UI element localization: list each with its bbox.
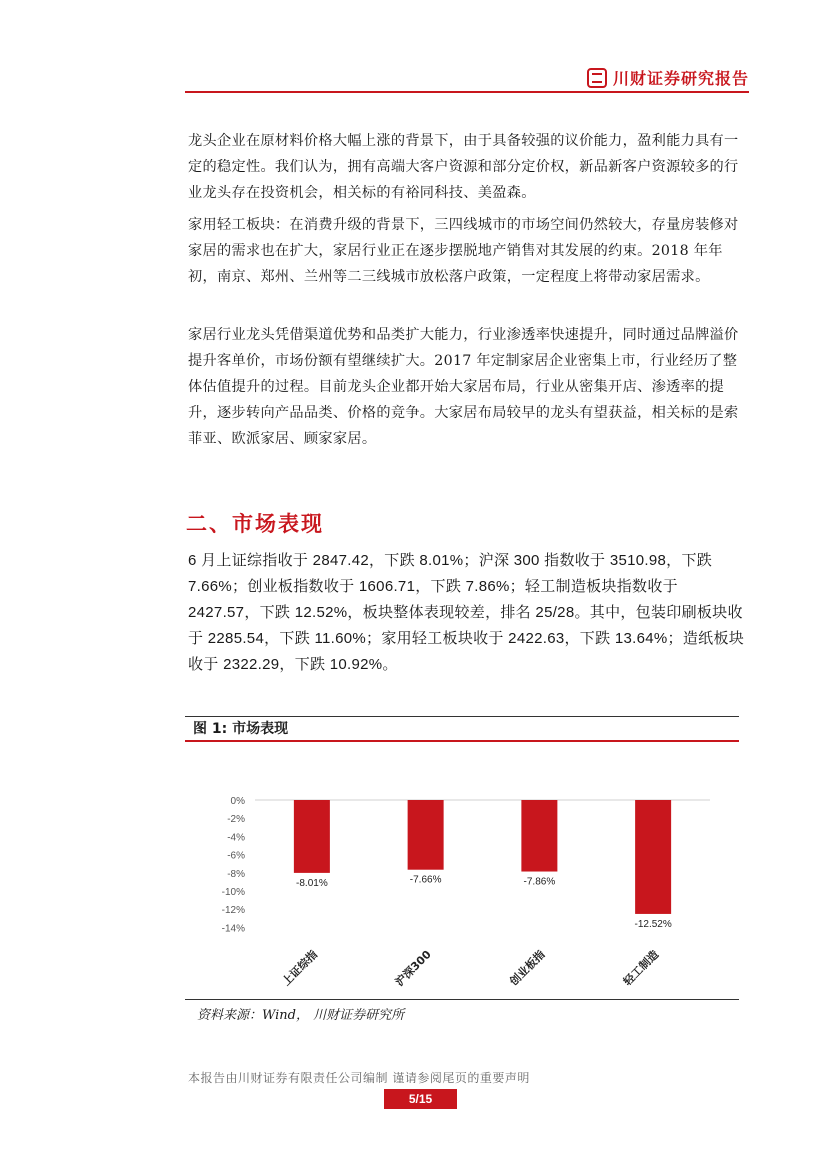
- y-tick-label: -14%: [221, 923, 245, 935]
- brand-name: 川财证券研究报告: [612, 69, 749, 88]
- company-logo-icon: [587, 68, 607, 88]
- figure-bottom-rule: [185, 999, 739, 1000]
- figure-source: 资料来源：Wind， 川财证券研究所: [197, 1008, 405, 1023]
- bar-2: [521, 800, 557, 872]
- footer-disclaimer: 本报告由川财证券有限责任公司编制 谨请参阅尾页的重要声明: [188, 1071, 530, 1085]
- figure-title-rule: [185, 740, 739, 742]
- data-label: -12.52%: [634, 918, 672, 930]
- paragraph-home-furnishing: 家居行业龙头凭借渠道优势和品类扩大能力，行业渗透率快速提升，同时通过品牌溢价提升客单价，市场份额有望继续扩大。2017 年定制家居企业密集上市，行业经历了整体估值提升的过程。目前龙头企业都开始大家居布局，行业从密集开店、渗透率的提升，逐步转向产品品类、价格的竞争。大家居布局较早的龙头有望获益，相关标的是索菲亚、欧派家居、顾家家居。: [188, 327, 739, 447]
- header-brand: [587, 66, 749, 89]
- paragraph-market-performance: 6 月上证综指收于 2847.42，下跌 8.01%；沪深 300 指数收于 3510.98，下跌 7.66%；创业板指数收于 1606.71，下跌 7.86%；轻工制造板块指数收于 2427.57，下跌 12.52%，板块整体表现较差，排名 25/28。其中，包装印刷板块收于 2285.54，下跌 11.60%；家用轻工板块收于 2422.63，下跌 13.64%；造纸板块收于 2322.29，下跌 10.92%。: [188, 552, 745, 673]
- category-label: 沪深300: [392, 947, 434, 989]
- data-label: -8.01%: [296, 877, 328, 889]
- y-tick-label: -12%: [221, 905, 245, 917]
- bar-3: [635, 800, 671, 914]
- category-label: 轻工制造: [620, 947, 662, 989]
- y-tick-label: -8%: [227, 868, 245, 880]
- category-label: 创业板指: [507, 947, 548, 989]
- data-label: -7.86%: [523, 876, 556, 888]
- data-label: -7.66%: [409, 874, 442, 886]
- figure-top-rule: [185, 716, 739, 717]
- figure-title: 图 1: 市场表现: [193, 721, 289, 737]
- category-label: 上证综指: [279, 947, 320, 989]
- y-tick-label: 0%: [230, 796, 245, 807]
- bars: [294, 800, 672, 930]
- bar-0: [294, 800, 330, 873]
- section-title: 二、市场表现: [186, 512, 324, 536]
- bar-1: [408, 800, 444, 870]
- y-tick-label: -2%: [227, 814, 245, 826]
- paragraph-home-light-industry: 家用轻工板块：在消费升级的背景下，三四线城市的市场空间仍然较大，存量房装修对家居的需求也在扩大，家居行业正在逐步摆脱地产销售对其发展的约束。2018 年年初，南京、郑州、兰州等二三线城市放松落户政策，一定程度上将带动家居需求。: [188, 217, 739, 285]
- header-divider: [185, 91, 749, 93]
- x-axis-labels: [279, 947, 661, 989]
- y-tick-label: -6%: [227, 850, 245, 862]
- page-number: 5/15: [384, 1089, 457, 1109]
- y-tick-label: -4%: [227, 832, 245, 844]
- market-performance-chart: [185, 780, 739, 1000]
- y-tick-label: -10%: [221, 887, 245, 898]
- paragraph-leaders: 龙头企业在原材料价格大幅上涨的背景下，由于具备较强的议价能力，盈利能力具有一定的稳定性。我们认为，拥有高端大客户资源和部分定价权，新品新客户资源较多的行业龙头存在投资机会，相关标的有裕同科技、美盈森。: [188, 133, 739, 201]
